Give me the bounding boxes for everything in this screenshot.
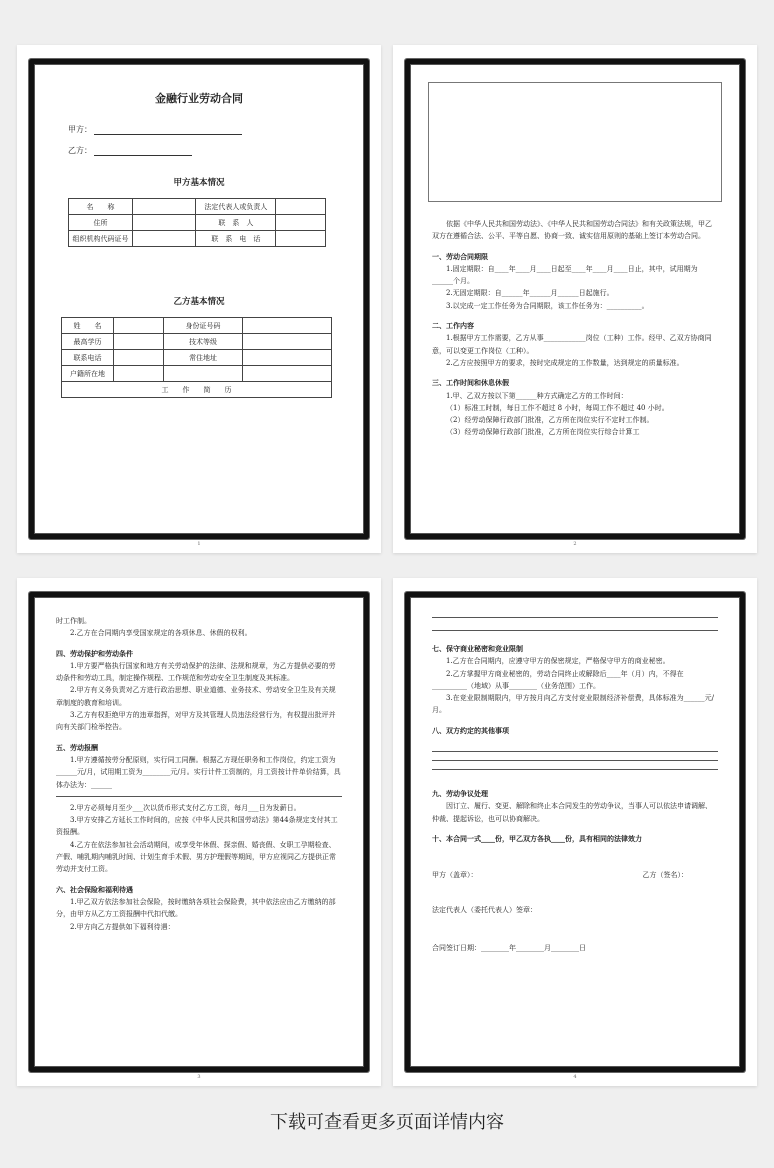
contract-page-3 xyxy=(17,578,381,1086)
party-b-line xyxy=(68,145,346,156)
table-b-cell[interactable] xyxy=(113,318,163,334)
page-3-body xyxy=(56,615,342,933)
clause-3-1-a: （1）标准工时制，每日工作不超过 8 小时，每周工作不超过 40 小时。 xyxy=(446,403,669,412)
contract-title: 金融行业劳动合同 xyxy=(155,92,243,105)
clause-5-2: 2.甲方必须每月至少___次以货币形式支付乙方工资，每月___日为发薪日。 xyxy=(70,803,301,812)
table-b-cell: 常住地址 xyxy=(163,350,243,366)
clause-6-2: 2.甲方向乙方提供如下福利待遇： xyxy=(70,922,175,931)
contract-page-1 xyxy=(17,45,381,553)
clause-3-2: 2.乙方在合同期内享受国家规定的各项休息、休假的权利。 xyxy=(70,629,252,638)
heading-confidentiality: 七、保守商业秘密和竞业限制 xyxy=(432,645,523,653)
heading-term: 一、劳动合同期限 xyxy=(432,252,488,261)
party-a-seal: 甲方（盖章）： xyxy=(432,871,478,880)
page-2-body xyxy=(432,218,718,439)
clause-5-4: 4.乙方在依法参加社会活动期间，或享受年休假、探亲假、婚丧假、女职工孕期检查、产假、哺乳期内哺乳时间、计划生育手术假、男方护理假等期间，甲方应视同乙方提供正常劳动并支付工资。 xyxy=(56,840,336,874)
heading-protection: 四、劳动保护和劳动条件 xyxy=(56,649,133,658)
section-a-title: 甲方基本情况 xyxy=(173,178,225,188)
table-a-row xyxy=(69,215,326,231)
page-number: 3 xyxy=(197,1074,201,1080)
table-a-cell[interactable] xyxy=(276,231,326,247)
heading-work-hours: 三、工作时间和休息休假 xyxy=(432,379,509,388)
signing-date: 合同签订日期：________年________月________日 xyxy=(432,943,586,952)
clause-1-2: 2.无固定期限：自______年______月______日起施行。 xyxy=(446,289,614,298)
table-b-cell[interactable] xyxy=(243,318,332,334)
clause-4-3: 3.乙方有权拒绝甲方的违章指挥，对甲方及其管理人员违法经营行为，有权提出批评并向有关部门检举控告。 xyxy=(56,711,336,732)
page-4-body xyxy=(432,617,718,954)
clause-2-2: 2.乙方应按照甲方的要求，按时完成规定的工作数量，达到规定的质量标准。 xyxy=(446,358,684,367)
heading-insurance: 六、社会保险和福利待遇 xyxy=(56,885,133,894)
clause-5-3: 3.甲方安排乙方延长工作时间的，应按《中华人民共和国劳动法》第44条规定支付其工资报酬。 xyxy=(56,816,338,837)
work-history-label: 工 作 简 历 xyxy=(62,382,332,398)
clause-6-1: 1.甲乙双方依法参加社会保险，按时缴纳各项社会保险费，其中依法应由乙方缴纳的部分，由甲方从乙方工资报酬中代扣代缴。 xyxy=(56,897,336,919)
party-a-table xyxy=(68,198,326,247)
table-b-cell: 最高学历 xyxy=(62,334,114,350)
table-b-cell[interactable] xyxy=(243,366,332,382)
section-b-title: 乙方基本情况 xyxy=(173,297,225,307)
party-b-blank xyxy=(94,147,192,156)
table-b-cell: 户籍所在地 xyxy=(62,366,114,382)
table-b-cell: 姓 名 xyxy=(62,318,114,334)
table-a-cell: 法定代表人或负责人 xyxy=(196,199,276,215)
contract-page-4 xyxy=(393,578,757,1086)
table-a-cell: 组织机构代码证号 xyxy=(69,231,133,247)
party-a-label: 甲方： xyxy=(68,125,92,134)
clause-4-2: 2.甲方有义务负责对乙方进行政治思想、职业道德、业务技术、劳动安全卫生及有关规章制度的教育和培训。 xyxy=(56,686,336,707)
clause-5-1: 1.甲方遵循按劳分配原则，实行同工同酬。根据乙方现任职务和工作岗位，约定工资为______元/月，试用期工资为________元/月。实行计件工资制的，月工资按计件单价结算，具体办法为：______ xyxy=(56,755,341,789)
table-a-cell[interactable] xyxy=(132,215,195,231)
page-number: 1 xyxy=(197,541,201,547)
clause-7-1: 1.乙方在合同期内，应遵守甲方的保密规定，严格保守甲方的商业秘密。 xyxy=(446,657,670,666)
table-b-row xyxy=(62,350,332,366)
blank-line xyxy=(432,617,718,618)
legal-rep-sign: 法定代表人（委托代表人）签章： xyxy=(432,905,537,914)
table-a-cell[interactable] xyxy=(132,231,195,247)
table-b-cell[interactable] xyxy=(113,366,163,382)
table-a-cell[interactable] xyxy=(276,215,326,231)
table-b-cell[interactable] xyxy=(113,350,163,366)
clause-3-1-b: （2）经劳动保障行政部门批准，乙方所在岗位实行不定时工作制。 xyxy=(446,416,654,425)
page-number: 2 xyxy=(573,541,577,547)
blank-line xyxy=(432,760,718,761)
table-b-row xyxy=(62,334,332,350)
clause-9-1: 因订立、履行、变更、解除和终止本合同发生的劳动争议，当事人可以依法申请调解、仲裁、提起诉讼，也可以协商解决。 xyxy=(432,802,712,823)
clause-3-1: 1.甲、乙双方按以下第______种方式确定乙方的工作时间： xyxy=(446,391,628,400)
party-a-blank xyxy=(94,126,242,135)
signature-row xyxy=(432,869,718,881)
table-a-row xyxy=(69,231,326,247)
clause-2-1: 1.根据甲方工作需要，乙方从事____________岗位（工种）工作。经甲、乙双方协商同意，可以变更工作岗位（工种）。 xyxy=(432,334,712,355)
page-border xyxy=(29,59,369,539)
table-b-cell[interactable] xyxy=(243,334,332,350)
table-b-row xyxy=(62,366,332,382)
table-b-cell: 联系电话 xyxy=(62,350,114,366)
clause-3-cont: 时工作制。 xyxy=(56,617,91,625)
clause-3-1-c: （3）经劳动保障行政部门批准，乙方所在岗位实行综合计算工 xyxy=(446,428,640,437)
table-b-cell[interactable] xyxy=(163,366,243,382)
page-border xyxy=(405,592,745,1072)
clause-7-3: 3.在竞业限制期限内，甲方按月向乙方支付竞业限制经济补偿费，具体标准为______元/月。 xyxy=(432,694,715,715)
contract-page-2 xyxy=(393,45,757,553)
clause-7-2: 2.乙方掌握甲方商业秘密的，劳动合同终止或解除后____年（月）内，不得在__________（地域）从事________（业务范围）工作。 xyxy=(432,669,684,690)
page-border xyxy=(29,592,369,1072)
table-b-row xyxy=(62,318,332,334)
table-a-cell[interactable] xyxy=(276,199,326,215)
table-b-cell: 身份证号码 xyxy=(163,318,243,334)
heading-disputes: 九、劳动争议处理 xyxy=(432,790,488,799)
download-more-caption[interactable]: 下载可查看更多页面详情内容 xyxy=(270,1112,504,1133)
table-b-cell: 技术等级 xyxy=(163,334,243,350)
blank-line xyxy=(432,630,718,631)
party-b-sign: 乙方（签名）： xyxy=(642,871,688,880)
page-number: 4 xyxy=(573,1074,577,1080)
table-a-cell: 名 称 xyxy=(69,199,133,215)
clause-4-1: 1.甲方要严格执行国家和地方有关劳动保护的法律、法规和规章，为乙方提供必要的劳动条件和劳动工具，制定操作规程、工作规范和劳动安全卫生制度及其标准。 xyxy=(56,661,336,683)
blank-line xyxy=(56,796,342,797)
intro-paragraph: 依据《中华人民共和国劳动法》、《中华人民共和国劳动合同法》和有关政策法规，甲乙双方在遵循合法、公平、平等自愿、协商一致、诚实信用原则的基础上签订本劳动合同。 xyxy=(432,220,712,241)
table-a-cell[interactable] xyxy=(132,199,195,215)
party-b-table xyxy=(61,317,332,398)
table-b-cell[interactable] xyxy=(243,350,332,366)
blank-line xyxy=(432,751,718,752)
heading-other-matters: 八、双方约定的其他事项 xyxy=(432,726,509,735)
work-history-row xyxy=(62,382,332,398)
table-a-cell: 联 系 电 话 xyxy=(196,231,276,247)
heading-copies: 十、本合同一式____份，甲乙双方各执____份，具有相同的法律效力 xyxy=(432,834,642,843)
heading-work-content: 二、工作内容 xyxy=(432,322,474,331)
party-b-label: 乙方： xyxy=(68,146,92,155)
party-a-line xyxy=(68,124,346,135)
cover-image-box xyxy=(428,82,722,202)
table-b-cell[interactable] xyxy=(113,334,163,350)
table-a-cell: 住所 xyxy=(69,215,133,231)
page-border xyxy=(405,59,745,539)
heading-pay: 五、劳动报酬 xyxy=(56,743,98,752)
clause-1-1: 1.固定期限：自____年____月____日起至____年____月____日止，其中，试用期为______个月。 xyxy=(432,264,698,286)
blank-line xyxy=(432,769,718,770)
table-a-row xyxy=(69,199,326,215)
table-a-cell: 联 系 人 xyxy=(196,215,276,231)
clause-1-3: 3.以完成一定工作任务为合同期限，该工作任务为：__________。 xyxy=(446,301,649,310)
